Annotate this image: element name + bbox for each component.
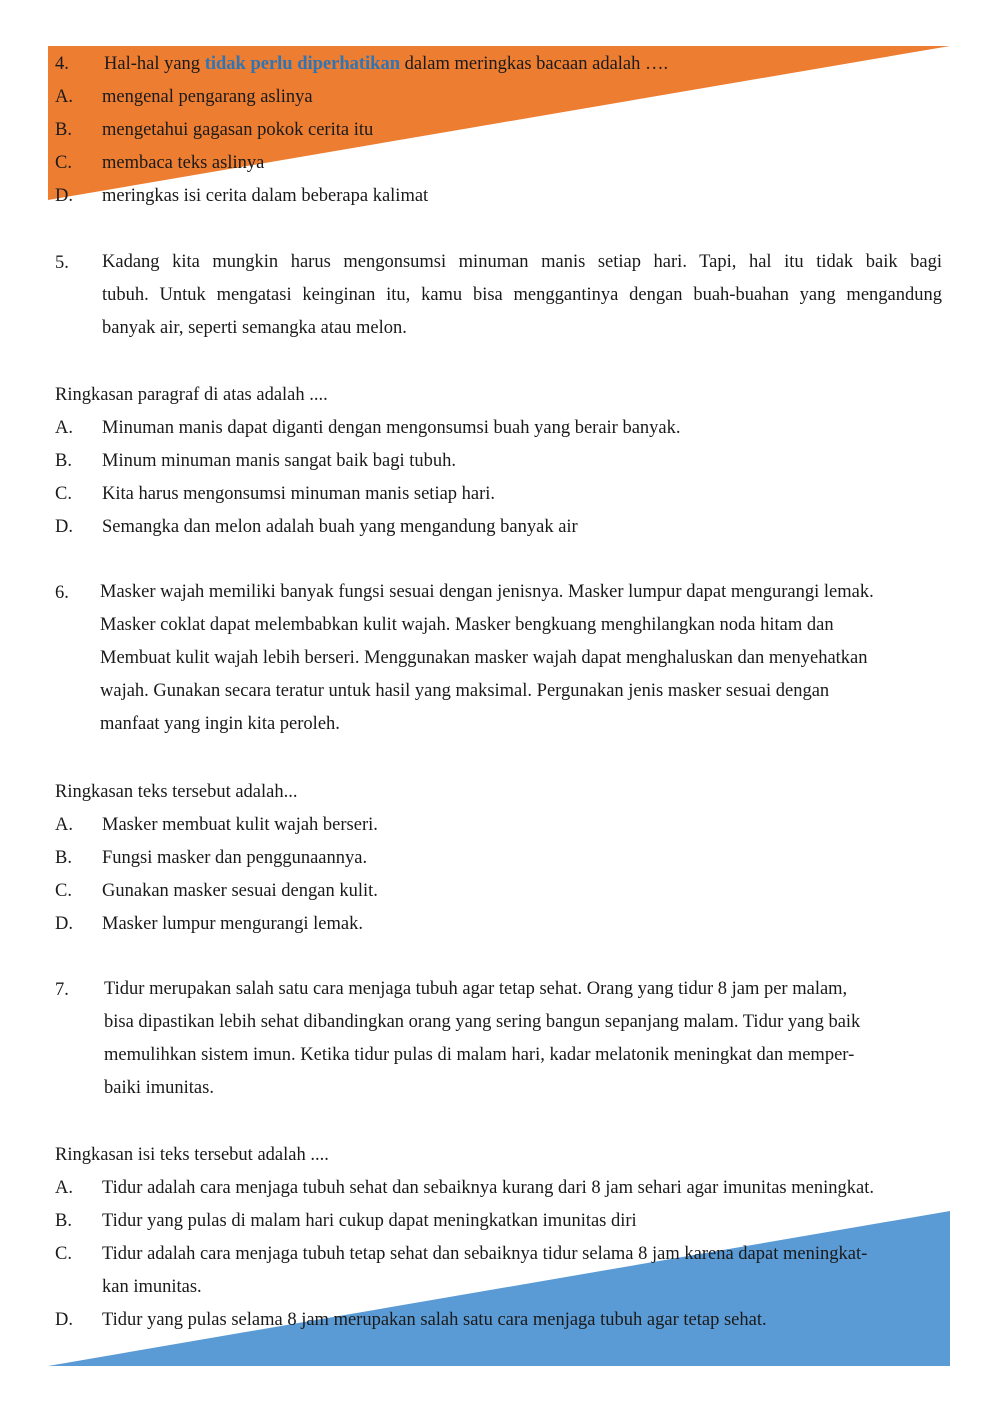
paragraph-line: bisa dipastikan lebih sehat dibandingkan orang yang sering bangun sepanjang malam. Tidur yang baik <box>104 1012 861 1032</box>
question-paragraph <box>102 246 942 345</box>
paragraph-line: tubuh. Untuk mengatasi keinginan itu, kamu bisa menggantinya dengan buah-buahan yang mengandung <box>102 285 942 305</box>
option-letter: C. <box>55 484 72 504</box>
question-prompt: Ringkasan isi teks tersebut adalah .... <box>55 1145 329 1165</box>
option-text: Fungsi masker dan penggunaannya. <box>102 848 368 868</box>
option-text: membaca teks aslinya <box>102 153 265 173</box>
option-letter: D. <box>55 517 73 537</box>
option-text: Tidur adalah cara menjaga tubuh sehat dan sebaiknya kurang dari 8 jam sehari agar imunitas meningkat. <box>102 1178 874 1198</box>
option-text: Kita harus mengonsumsi minuman manis setiap hari. <box>102 484 496 504</box>
option-letter: C. <box>55 153 72 173</box>
paragraph-line: banyak air, seperti semangka atau melon. <box>102 318 407 338</box>
option-text: Tidur adalah cara menjaga tubuh tetap sehat dan sebaiknya tidur selama 8 jam karena dapat meningkat- <box>102 1244 868 1264</box>
option-text: meringkas isi cerita dalam beberapa kalimat <box>102 186 429 206</box>
option-letter: A. <box>55 1178 73 1198</box>
question-paragraph <box>100 576 942 741</box>
paragraph-line: Masker coklat dapat melembabkan kulit wajah. Masker bengkuang menghilangkan noda hitam dan <box>100 615 834 635</box>
option-letter: B. <box>55 1211 72 1231</box>
option-text: Tidur yang pulas selama 8 jam merupakan salah satu cara menjaga tubuh agar tetap sehat. <box>102 1310 767 1330</box>
option-letter: C. <box>55 1244 72 1264</box>
question-paragraph <box>104 973 940 1105</box>
option-text: Masker membuat kulit wajah berseri. <box>102 815 378 835</box>
question-prompt: Ringkasan teks tersebut adalah... <box>55 782 298 802</box>
paragraph-line: manfaat yang ingin kita peroleh. <box>100 714 340 734</box>
option-text: Masker lumpur mengurangi lemak. <box>102 914 363 934</box>
question-number: 6. <box>55 583 69 603</box>
option-letter: B. <box>55 848 72 868</box>
option-text-continued: kan imunitas. <box>102 1277 202 1297</box>
paragraph-line: baiki imunitas. <box>104 1078 214 1098</box>
option-letter: A. <box>55 87 73 107</box>
option-letter: A. <box>55 418 73 438</box>
option-text: Gunakan masker sesuai dengan kulit. <box>102 881 378 901</box>
paragraph-line: wajah. Gunakan secara teratur untuk hasil yang maksimal. Pergunakan jenis masker sesuai dengan <box>100 681 830 701</box>
option-text: Minum minuman manis sangat baik bagi tubuh. <box>102 451 457 471</box>
option-text: Semangka dan melon adalah buah yang mengandung banyak air <box>102 517 578 537</box>
paragraph-line: Masker wajah memiliki banyak fungsi sesuai dengan jenisnya. Masker lumpur dapat mengurangi lemak. <box>100 582 874 602</box>
paragraph-line: Kadang kita mungkin harus mengonsumsi minuman manis setiap hari. Tapi, hal itu tidak baik bagi <box>102 252 942 272</box>
question-number: 4. <box>55 54 69 74</box>
option-letter: D. <box>55 186 73 206</box>
paragraph-line: Tidur merupakan salah satu cara menjaga tubuh agar tetap sehat. Orang yang tidur 8 jam per malam, <box>104 979 848 999</box>
option-letter: C. <box>55 881 72 901</box>
option-text: mengenal pengarang aslinya <box>102 87 313 107</box>
option-letter: D. <box>55 1310 73 1330</box>
question-prompt: Ringkasan paragraf di atas adalah .... <box>55 385 328 405</box>
option-letter: B. <box>55 120 72 140</box>
option-letter: A. <box>55 815 73 835</box>
option-letter: D. <box>55 914 73 934</box>
paragraph-line: Membuat kulit wajah lebih berseri. Menggunakan masker wajah dapat menghaluskan dan menyehatkan <box>100 648 868 668</box>
option-text: mengetahui gagasan pokok cerita itu <box>102 120 374 140</box>
question-number: 5. <box>55 253 69 273</box>
stem-highlight: tidak perlu diperhatikan <box>204 54 401 74</box>
paragraph-line: memulihkan sistem imun. Ketika tidur pulas di malam hari, kadar melatonik meningkat dan memper- <box>104 1045 855 1065</box>
option-text: Tidur yang pulas di malam hari cukup dapat meningkatkan imunitas diri <box>102 1211 637 1231</box>
question-stem: Hal-hal yang tidak perlu diperhatikan dalam meringkas bacaan adalah …. <box>104 54 669 74</box>
option-text: Minuman manis dapat diganti dengan mengonsumsi buah yang berair banyak. <box>102 418 681 438</box>
question-number: 7. <box>55 980 69 1000</box>
option-letter: B. <box>55 451 72 471</box>
